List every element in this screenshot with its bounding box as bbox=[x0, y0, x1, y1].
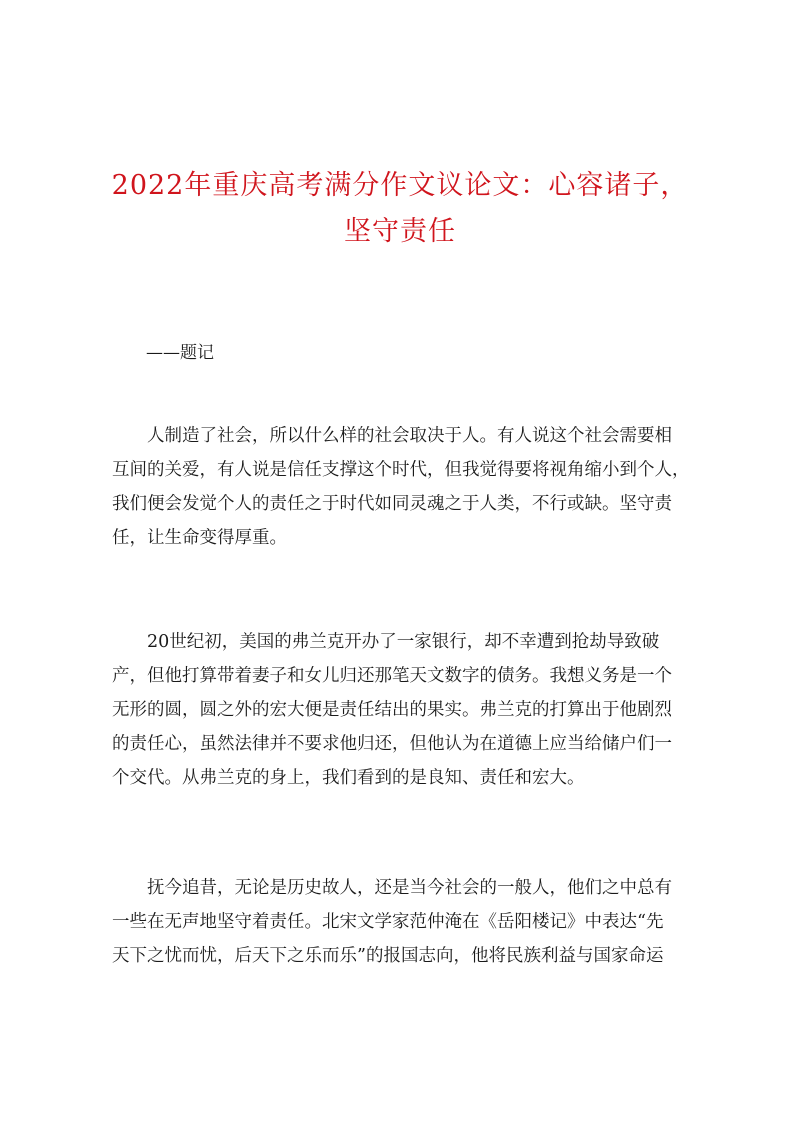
paragraph-2 bbox=[112, 625, 710, 795]
title-line-1: 2022年重庆高考满分作文议论文：心容诸子， bbox=[111, 170, 689, 201]
paragraph-line: 无形的圆，圆之外的宏大便是责任结出的果实。弗兰克的打算出于他剧烈 bbox=[112, 700, 672, 720]
epigraph: ——题记 bbox=[146, 343, 214, 363]
paragraph-line: 的责任心，虽然法律并不要求他归还，但他认为在道德上应当给储户们一 bbox=[112, 734, 672, 754]
paragraph-line: 一些在无声地坚守着责任。北宋文学家范仲淹在《岳阳楼记》中表达“先 bbox=[112, 912, 664, 932]
paragraph-line: 个交代。从弗兰克的身上，我们看到的是良知、责任和宏大。 bbox=[112, 768, 585, 788]
paragraph-3 bbox=[112, 871, 710, 973]
paragraph-line: 抚今追昔，无论是历史故人，还是当今社会的一般人，他们之中总有 bbox=[112, 878, 672, 898]
paragraph-line: 人制造了社会，所以什么样的社会取决于人。有人说这个社会需要相 bbox=[112, 426, 672, 446]
paragraph-line: 我们便会发觉个人的责任之于时代如同灵魂之于人类，不行或缺。坚守责 bbox=[112, 494, 672, 514]
document-title bbox=[60, 163, 740, 255]
paragraph-line: 任，让生命变得厚重。 bbox=[112, 528, 287, 548]
paragraph-line: 天下之忧而忧，后天下之乐而乐”的报国志向，他将民族利益与国家命运 bbox=[112, 946, 664, 966]
paragraph-1 bbox=[112, 419, 710, 555]
paragraph-line: 20世纪初，美国的弗兰克开办了一家银行，却不幸遭到抢劫导致破 bbox=[112, 632, 660, 652]
title-line-2: 坚守责任 bbox=[344, 216, 456, 247]
paragraph-line: 互间的关爱，有人说是信任支撑这个时代，但我觉得要将视角缩小到个人， bbox=[112, 460, 690, 480]
paragraph-line: 产，但他打算带着妻子和女儿归还那笔天文数字的债务。我想义务是一个 bbox=[112, 666, 672, 686]
